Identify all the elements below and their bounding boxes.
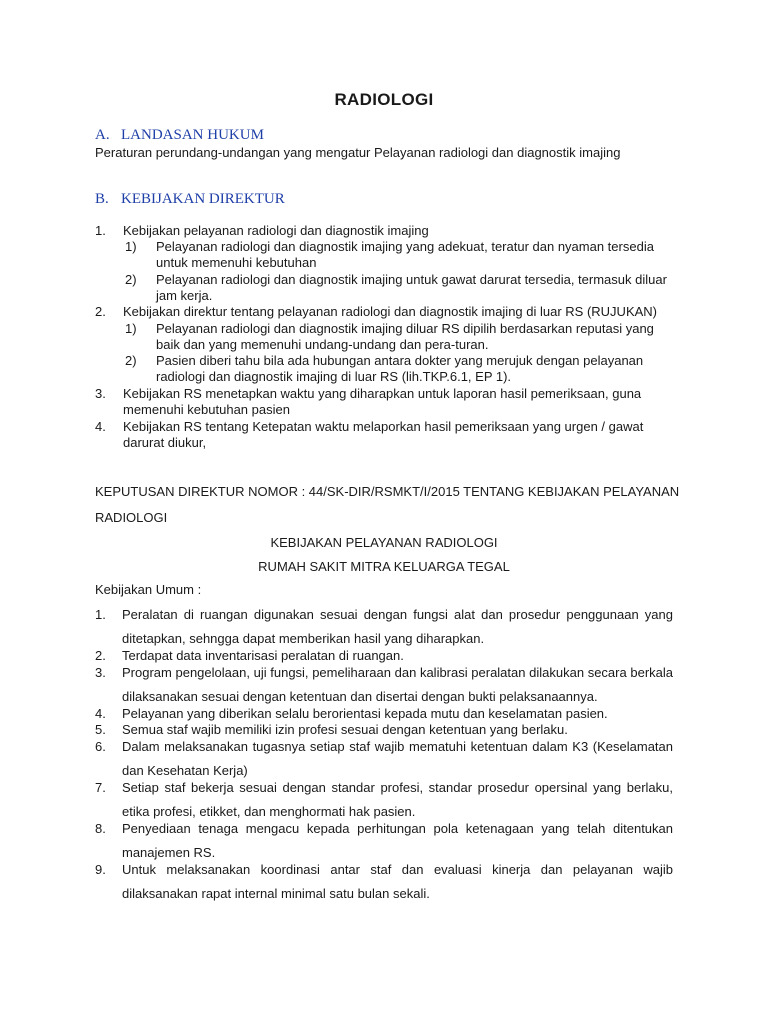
sub-item-text: untuk memenuhi kebutuhan	[156, 255, 317, 270]
policy-item-text: Kebijakan pelayanan radiologi dan diagnostik imajing	[123, 223, 429, 238]
policy-item-text: Kebijakan RS menetapkan waktu yang diharapkan untuk laporan hasil pemeriksaan, guna	[123, 386, 642, 401]
general-item-text: manajemen RS.	[122, 845, 216, 860]
policy-item-text: Kebijakan RS tentang Ketepatan waktu melaporkan hasil pemeriksaan yang urgen / gawat	[123, 419, 644, 434]
general-item-text: dilaksanakan sesuai dengan ketentuan dan disertai dengan bukti pelaksanaannya.	[122, 689, 598, 704]
sub-item-text: baik dan yang memenuhi undang-undang dan pera-turan.	[156, 337, 489, 352]
sub-item-number: 1)	[125, 321, 137, 336]
policy-item-number: 3.	[95, 386, 106, 401]
section-a-text: Peraturan perundang-undangan yang mengatur Pelayanan radiologi dan diagnostik imajing	[95, 145, 621, 160]
decree-line: KEPUTUSAN DIREKTUR NOMOR : 44/SK-DIR/RSMKT/I/2015 TENTANG KEBIJAKAN PELAYANAN	[95, 484, 680, 499]
general-item-number: 2.	[95, 648, 106, 663]
general-item-number: 1.	[95, 607, 106, 622]
sub-item-number: 2)	[125, 353, 137, 368]
policy-item-text: memenuhi kebutuhan pasien	[123, 402, 290, 417]
general-item-text: Pelayanan yang diberikan selalu berorientasi kepada mutu dan keselamatan pasien.	[122, 706, 608, 721]
section-a-marker: A.	[95, 127, 110, 143]
section-a-heading: LANDASAN HUKUM	[121, 127, 264, 143]
sub-item-text: Pelayanan radiologi dan diagnostik imajing yang adekuat, teratur dan nyaman tersedia	[156, 239, 654, 254]
general-item-text: Penyediaan tenaga mengacu kepada perhitungan pola ketenagaan yang telah ditentukan	[122, 821, 673, 836]
section-b-heading: KEBIJAKAN DIREKTUR	[121, 191, 285, 207]
general-item-number: 9.	[95, 862, 106, 877]
sub-item-number: 2)	[125, 272, 137, 287]
policy-item-text: darurat diukur,	[123, 435, 207, 450]
sub-item-text: radiologi dan diagnostik imajing di luar RS (lih.TKP.6.1, EP 1).	[156, 369, 512, 384]
section-b-marker: B.	[95, 191, 109, 207]
general-policy-label: Kebijakan Umum :	[95, 582, 202, 597]
page-title: RADIOLOGI	[334, 90, 434, 109]
sub-item-text: Pelayanan radiologi dan diagnostik imajing diluar RS dipilih berdasarkan reputasi yang	[156, 321, 654, 336]
general-item-text: ditetapkan, sehngga dapat memberikan hasil yang diharapkan.	[122, 631, 485, 646]
general-item-text: Peralatan di ruangan digunakan sesuai dengan fungsi alat dan prosedur penggunaan yang	[122, 607, 673, 622]
sub-item-text: Pasien diberi tahu bila ada hubungan antara dokter yang merujuk dengan pelayanan	[156, 353, 644, 368]
general-item-text: Terdapat data inventarisasi peralatan di ruangan.	[122, 648, 404, 663]
sub-item-text: jam kerja.	[156, 288, 213, 303]
general-item-text: dan Kesehatan Kerja)	[122, 763, 248, 778]
general-item-text: dilaksanakan rapat internal minimal satu bulan sekali.	[122, 886, 430, 901]
sub-item-text: Pelayanan radiologi dan diagnostik imajing untuk gawat darurat tersedia, termasuk diluar	[156, 272, 667, 287]
general-item-number: 8.	[95, 821, 106, 836]
general-item-number: 4.	[95, 706, 106, 721]
general-item-text: Untuk melaksanakan koordinasi antar staf dan evaluasi kinerja dan pelayanan wajib	[122, 862, 673, 877]
policy-item-number: 1.	[95, 223, 106, 238]
general-item-number: 5.	[95, 722, 106, 737]
general-item-text: Dalam melaksanakan tugasnya setiap staf wajib mematuhi ketentuan dalam K3 (Keselamatan	[122, 739, 673, 754]
general-item-text: Program pengelolaan, uji fungsi, pemeliharaan dan kalibrasi peralatan dilakukan secara berkala	[122, 665, 673, 680]
decree-center-title: RUMAH SAKIT MITRA KELUARGA TEGAL	[258, 559, 510, 574]
policy-item-number: 4.	[95, 419, 106, 434]
decree-line: RADIOLOGI	[95, 510, 168, 525]
decree-center-title: KEBIJAKAN PELAYANAN RADIOLOGI	[270, 535, 498, 550]
general-item-text: etika profesi, etikket, dan menghormati hak pasien.	[122, 804, 416, 819]
sub-item-number: 1)	[125, 239, 137, 254]
general-item-number: 3.	[95, 665, 106, 680]
general-item-number: 6.	[95, 739, 106, 754]
policy-item-text: Kebijakan direktur tentang pelayanan radiologi dan diagnostik imajing di luar RS (RUJUKAN)	[123, 304, 658, 319]
general-item-text: Semua staf wajib memiliki izin profesi sesuai dengan ketentuan yang berlaku.	[122, 722, 568, 737]
general-item-text: Setiap staf bekerja sesuai dengan standar profesi, standar prosedur opersinal yang berlaku,	[122, 780, 673, 795]
policy-item-number: 2.	[95, 304, 106, 319]
general-item-number: 7.	[95, 780, 106, 795]
